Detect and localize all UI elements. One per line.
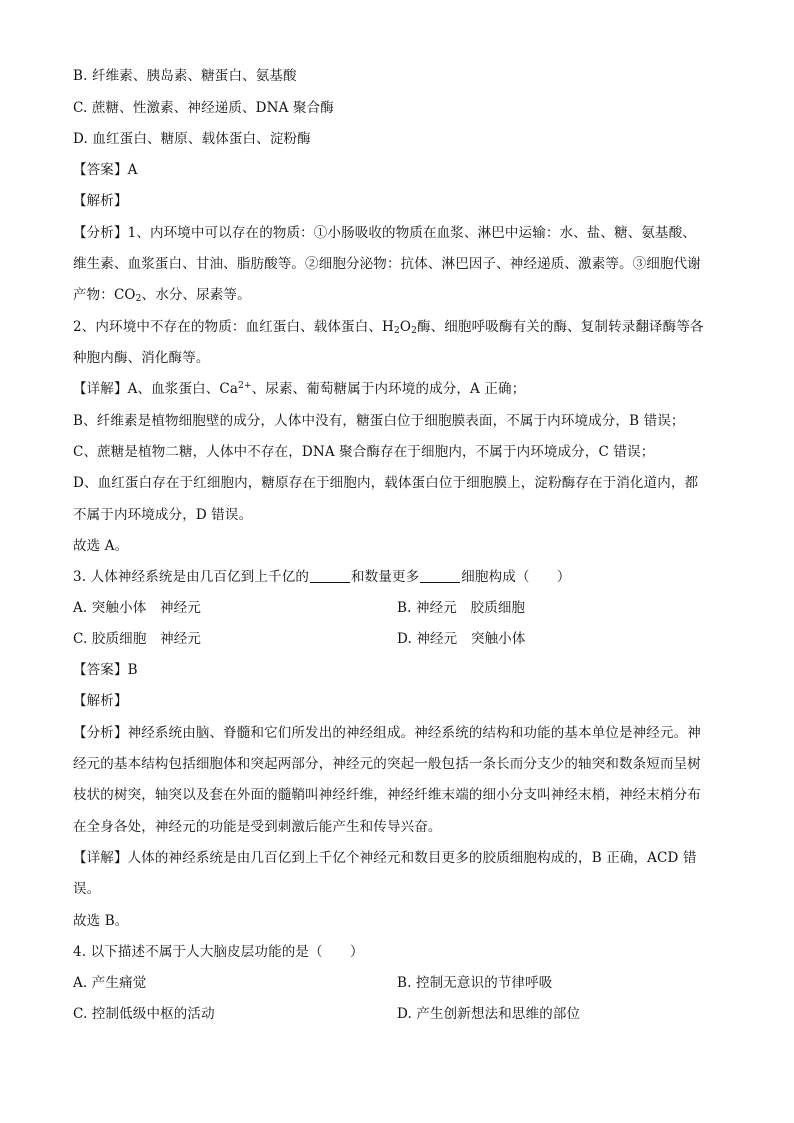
q2-xiangjie-line-3: C、蔗糖是植物二糖，人体中不存在，DNA 聚合酶存在于细胞内，不属于内环境成分，C 错误； (73, 444, 655, 460)
q4-option-d: D. 产生创新想法和思维的部位 (397, 1006, 581, 1022)
q3-xiangjie-line-1: 【详解】人体的神经系统是由几百亿到上千亿个神经元和数目更多的胶质细胞构成的，B 正确，ACD 错 (73, 850, 697, 866)
q2-fenxi-line-2: 维生素、血浆蛋白、甘油、脂肪酸等。②细胞分泌物：抗体、淋巴因子、神经递质、激素等。③细胞代谢 (73, 256, 701, 272)
q2-fenxi-line-4: 2、内环境中不存在的物质：血红蛋白、载体蛋白、$H_2O_2$酶、细胞呼吸酶有关的酶、复制转录翻译酶等各 (73, 319, 704, 336)
q4-option-c: C. 控制低级中枢的活动 (73, 1006, 215, 1022)
q3-stem: 3. 人体神经系统是由几百亿到上千亿的 和数量更多 细胞构成（ ） (73, 569, 571, 585)
q3-fenxi-line-3: 枝状的树突，轴突以及套在外面的髓鞘叫神经纤维，神经纤维末端的细小分支叫神经末梢，神经末梢分布 (73, 787, 701, 803)
q3-xiangjie-line-2: 误。 (73, 881, 101, 897)
q2-answer: 【答案】A (73, 162, 138, 178)
q2-xiangjie-line-2: B、纤维素是植物细胞壁的成分，人体中没有，糖蛋白位于细胞膜表面，不属于内环境成分，B 错误； (73, 413, 685, 429)
q2-xiangjie-line-5: 不属于内环境成分，D 错误。 (73, 507, 253, 523)
q2-option-d: D. 血红蛋白、糖原、载体蛋白、淀粉酶 (73, 131, 311, 147)
q3-option-a: A. 突触小体 神经元 (73, 600, 201, 616)
q2-conclusion: 故选 A。 (73, 538, 129, 554)
q3-option-c: C. 胶质细胞 神经元 (73, 631, 202, 647)
q3-conclusion: 故选 B。 (73, 913, 129, 929)
q3-option-b: B. 神经元 胶质细胞 (397, 600, 526, 616)
q3-blank-2 (420, 581, 460, 583)
q3-answer: 【答案】B (73, 662, 138, 678)
q4-option-a: A. 产生痛觉 (73, 975, 147, 991)
q2-analysis-label: 【解析】 (73, 193, 128, 209)
q3-fenxi-line-1: 【分析】神经系统由脑、脊髓和它们所发出的神经组成。神经系统的结构和功能的基本单位是神经元。神 (73, 725, 701, 741)
q3-fenxi-line-4: 在全身各处，神经元的功能是受到刺激后能产生和传导兴奋。 (73, 819, 442, 835)
q4-option-b: B. 控制无意识的节律呼吸 (397, 975, 553, 991)
q3-blank-1 (310, 581, 350, 583)
q4-stem: 4. 以下描述不属于人大脑皮层功能的是（ ） (73, 944, 364, 960)
q2-fenxi-line-1: 【分析】1、内环境中可以存在的物质：①小肠吸收的物质在血浆、淋巴中运输：水、盐、糖、氨基酸、 (73, 225, 696, 241)
q2-fenxi-line-5: 种胞内酶、消化酶等。 (73, 350, 210, 366)
q2-option-c: C. 蔗糖、性激素、神经递质、DNA 聚合酶 (73, 100, 334, 116)
q3-analysis-label: 【解析】 (73, 693, 128, 709)
q2-fenxi-line-3: 产物：$CO_2$、水分、尿素等。 (73, 287, 251, 304)
q3-fenxi-line-2: 经元的基本结构包括细胞体和突起两部分，神经元的突起一般包括一条长而分支少的轴突和数条短而呈树 (73, 756, 701, 772)
q2-xiangjie-line-1: 【详解】A、血浆蛋白、$Ca^{2+}$、尿素、葡萄糖属于内环境的成分，A 正确； (73, 381, 526, 397)
q2-option-b: B. 纤维素、胰岛素、糖蛋白、氨基酸 (73, 68, 297, 84)
q2-xiangjie-line-4: D、血红蛋白存在于红细胞内，糖原存在于细胞内，载体蛋白位于细胞膜上，淀粉酶存在于消化道内，都 (73, 475, 699, 491)
q3-option-d: D. 神经元 突触小体 (397, 631, 526, 647)
